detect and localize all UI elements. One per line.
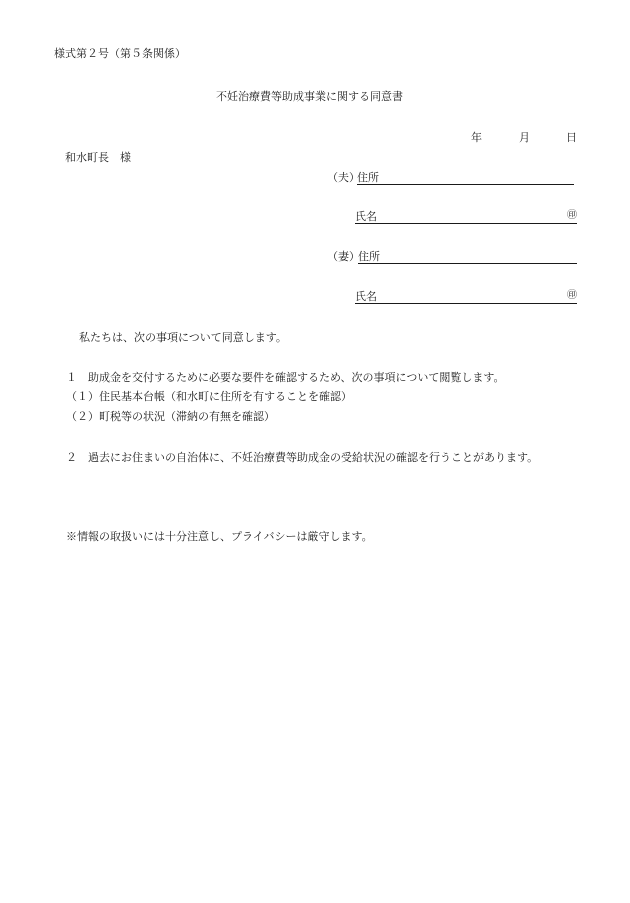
wife-address-field[interactable] [358,250,577,264]
item-1-sub-1: （１）住民基本台帳（和水町に住所を有することを確認） [66,390,352,403]
wife-name-label: 氏名 [355,290,377,303]
privacy-note: ※情報の取扱いには十分注意し、プライバシーは厳守します。 [66,530,373,543]
date-year: 年 [471,131,482,144]
item-1: １ 助成金を交付するために必要な要件を確認するため、次の事項について閲覧します。 [66,371,505,384]
item-1-sub-2: （２）町税等の状況（滞納の有無を確認） [66,410,275,423]
husband-seal: ㊞ [567,210,577,221]
document-title: 不妊治療費等助成事業に関する同意書 [216,90,403,103]
form-number: 様式第２号（第５条関係） [54,47,186,60]
date-day: 日 [566,131,577,144]
item-2: ２ 過去にお住まいの自治体に、不妊治療費等助成金の受給状況の確認を行うことがあります。 [66,451,539,464]
wife-seal: ㊞ [567,290,577,301]
date-month: 月 [519,131,530,144]
consent-intro: 私たちは、次の事項について同意します。 [79,331,287,344]
husband-name-field[interactable] [355,210,577,224]
wife-name-field[interactable] [355,290,577,304]
wife-label: （妻） [327,250,360,263]
recipient: 和水町長 様 [65,151,131,164]
husband-address-field[interactable] [357,171,574,185]
husband-name-label: 氏名 [355,210,377,223]
husband-address-label: 住所 [357,171,379,184]
wife-address-label: 住所 [358,250,380,263]
husband-label: （夫） [327,171,360,184]
